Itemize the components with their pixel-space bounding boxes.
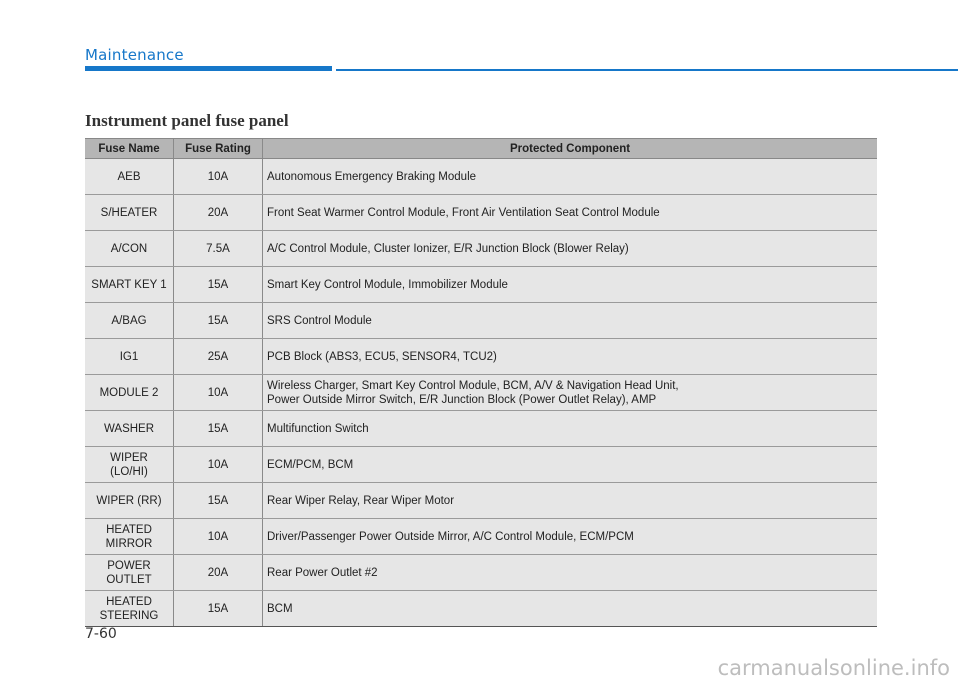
protected-component-cell: Wireless Charger, Smart Key Control Module, BCM, A/V & Navigation Head Unit, Power Outside Mirror Switch, E/R Junction Block (Power Outlet Relay), AMP: [263, 375, 878, 411]
section-header: Maintenance: [85, 46, 184, 64]
fuse-name-cell: WIPER (RR): [85, 483, 174, 519]
table-row: [85, 195, 877, 231]
table-row: [85, 159, 877, 195]
fuse-name-cell: IG1: [85, 339, 174, 375]
fuse-rating-cell: 10A: [174, 159, 263, 195]
fuse-rating-cell: 7.5A: [174, 231, 263, 267]
table-title: Instrument panel fuse panel: [85, 111, 289, 130]
protected-component-cell: ECM/PCM, BCM: [263, 447, 878, 483]
fuse-table-body: [85, 159, 877, 627]
protected-component-cell: PCB Block (ABS3, ECU5, SENSOR4, TCU2): [263, 339, 878, 375]
fuse-rating-cell: 15A: [174, 591, 263, 627]
fuse-name-cell: MODULE 2: [85, 375, 174, 411]
fuse-rating-cell: 15A: [174, 267, 263, 303]
protected-component-cell: Driver/Passenger Power Outside Mirror, A/C Control Module, ECM/PCM: [263, 519, 878, 555]
table-row: [85, 447, 877, 483]
fuse-name-cell: SMART KEY 1: [85, 267, 174, 303]
protected-component-cell: Smart Key Control Module, Immobilizer Module: [263, 267, 878, 303]
protected-component-cell: Autonomous Emergency Braking Module: [263, 159, 878, 195]
fuse-name-cell: S/HEATER: [85, 195, 174, 231]
fuse-name-cell: HEATED STEERING: [85, 591, 174, 627]
table-header-row: [85, 139, 877, 159]
protected-component-cell: Front Seat Warmer Control Module, Front Air Ventilation Seat Control Module: [263, 195, 878, 231]
page-number: 7-60: [85, 626, 117, 642]
fuse-rating-cell: 15A: [174, 411, 263, 447]
fuse-name-cell: HEATED MIRROR: [85, 519, 174, 555]
column-header-protected-component: Protected Component: [263, 139, 878, 159]
fuse-name-cell: WIPER (LO/HI): [85, 447, 174, 483]
column-header-fuse-rating: Fuse Rating: [174, 139, 263, 159]
fuse-name-cell: A/BAG: [85, 303, 174, 339]
fuse-rating-cell: 15A: [174, 483, 263, 519]
table-row: [85, 519, 877, 555]
watermark: carmanualsonline.info: [717, 656, 950, 680]
protected-component-cell: SRS Control Module: [263, 303, 878, 339]
protected-component-cell: BCM: [263, 591, 878, 627]
table-row: [85, 303, 877, 339]
fuse-name-cell: POWER OUTLET: [85, 555, 174, 591]
header-rule-thin: [336, 69, 958, 71]
protected-component-cell: Rear Wiper Relay, Rear Wiper Motor: [263, 483, 878, 519]
table-row: [85, 375, 877, 411]
protected-component-cell: A/C Control Module, Cluster Ionizer, E/R Junction Block (Blower Relay): [263, 231, 878, 267]
table-row: [85, 483, 877, 519]
table-row: [85, 555, 877, 591]
fuse-rating-cell: 10A: [174, 375, 263, 411]
fuse-rating-cell: 10A: [174, 447, 263, 483]
fuse-rating-cell: 10A: [174, 519, 263, 555]
fuse-rating-cell: 20A: [174, 195, 263, 231]
header-rule-thick: [85, 66, 332, 71]
table-row: [85, 231, 877, 267]
fuse-name-cell: A/CON: [85, 231, 174, 267]
table-row: [85, 339, 877, 375]
fuse-rating-cell: 20A: [174, 555, 263, 591]
table-row: [85, 411, 877, 447]
protected-component-cell: Rear Power Outlet #2: [263, 555, 878, 591]
column-header-fuse-name: Fuse Name: [85, 139, 174, 159]
fuse-rating-cell: 25A: [174, 339, 263, 375]
table-row: [85, 591, 877, 627]
table-row: [85, 267, 877, 303]
protected-component-cell: Multifunction Switch: [263, 411, 878, 447]
fuse-table: [85, 138, 877, 627]
fuse-name-cell: AEB: [85, 159, 174, 195]
fuse-rating-cell: 15A: [174, 303, 263, 339]
fuse-name-cell: WASHER: [85, 411, 174, 447]
